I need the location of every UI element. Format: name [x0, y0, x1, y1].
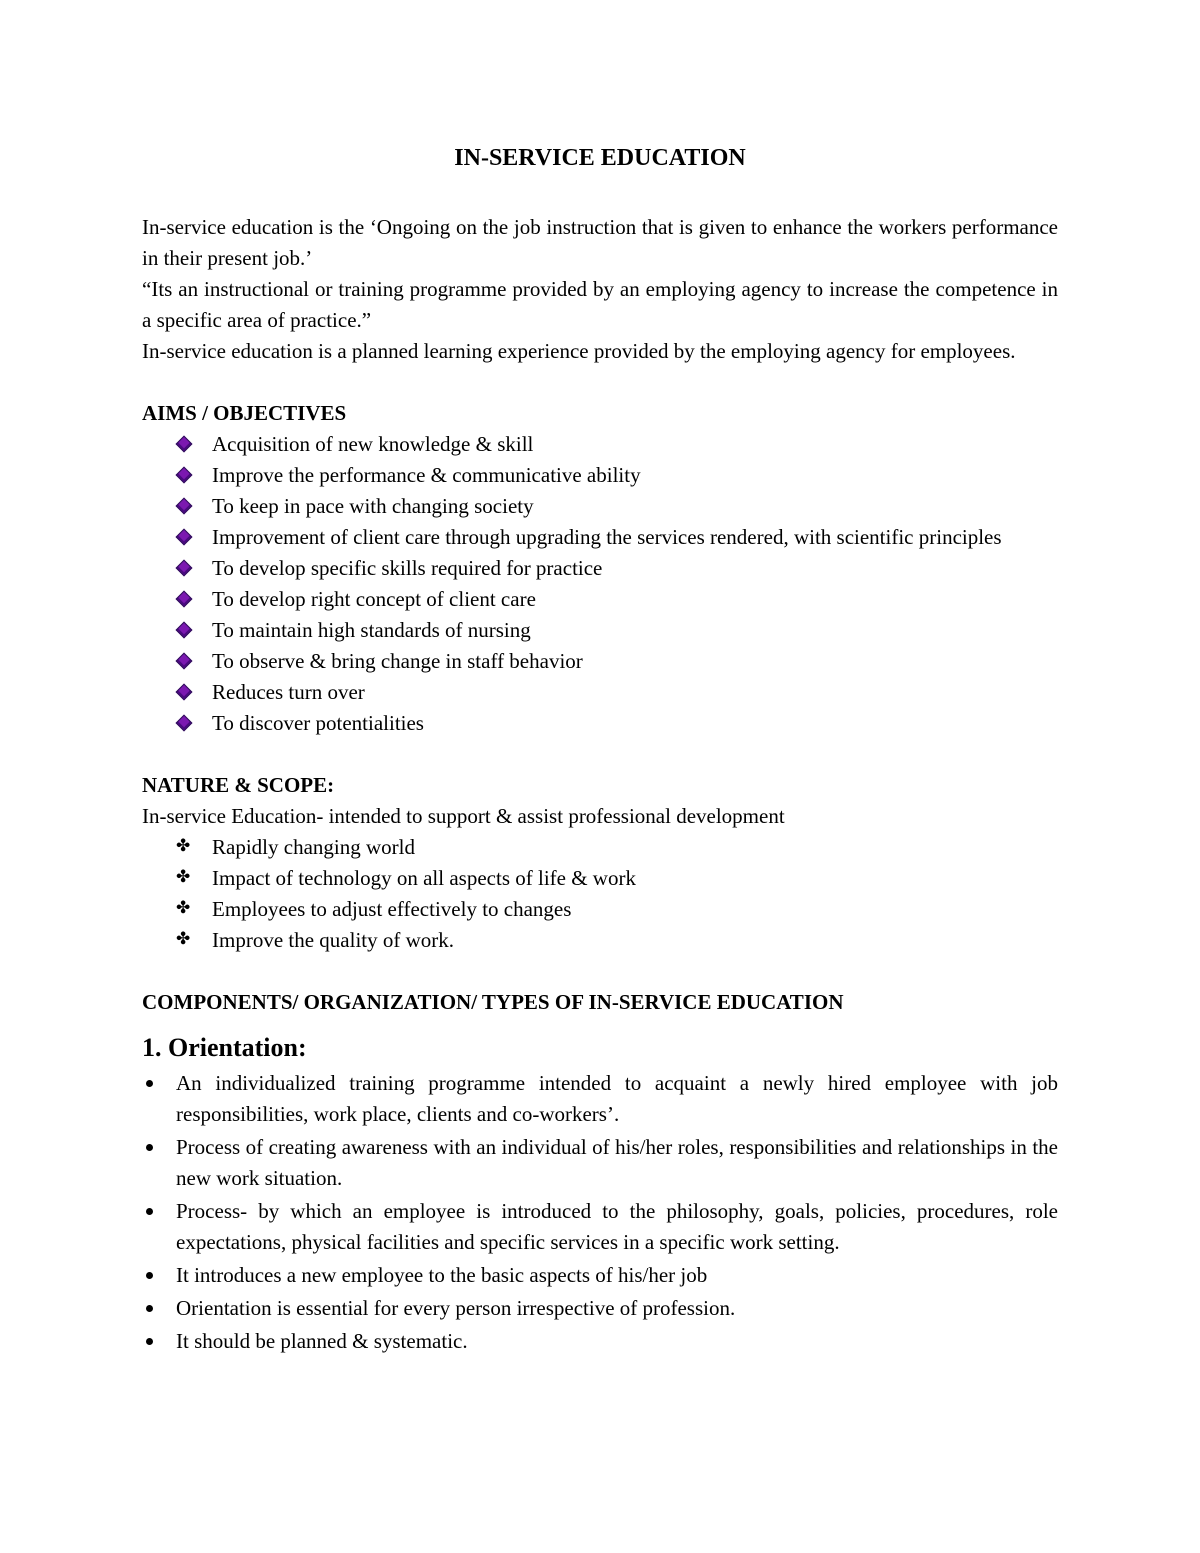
- list-item: ✤ Rapidly changing world: [212, 832, 1058, 863]
- list-item: Improve the performance & communicative ability: [212, 460, 1058, 491]
- list-item: ✤ Improve the quality of work.: [212, 925, 1058, 956]
- list-item: ✤ Employees to adjust effectively to changes: [212, 894, 1058, 925]
- list-item: Process of creating awareness with an individual of his/her roles, responsibilities and relationships in the new work situation.: [176, 1132, 1058, 1194]
- list-item: Acquisition of new knowledge & skill: [212, 429, 1058, 460]
- list-item: It should be planned & systematic.: [176, 1326, 1058, 1357]
- orientation-number: 1.: [142, 1033, 162, 1062]
- list-item: To observe & bring change in staff behavior: [212, 646, 1058, 677]
- orientation-title: Orientation:: [168, 1033, 307, 1062]
- intro-paragraph-1: In-service education is the ‘Ongoing on the job instruction that is given to enhance the workers performance in their present job.’: [142, 215, 1058, 270]
- nature-intro: In-service Education- intended to support & assist professional development: [142, 804, 785, 828]
- page-title: IN-SERVICE EDUCATION: [454, 145, 746, 171]
- list-item: Improvement of client care through upgrading the services rendered, with scientific principles: [212, 522, 1058, 553]
- list-item: Orientation is essential for every person irrespective of profession.: [176, 1293, 1058, 1324]
- list-item: Reduces turn over: [212, 677, 1058, 708]
- aims-heading: AIMS / OBJECTIVES: [142, 401, 347, 425]
- nature-heading: NATURE & SCOPE:: [142, 773, 335, 797]
- nature-list: [142, 832, 1058, 956]
- orientation-list: [142, 1068, 1058, 1357]
- document-page: [142, 140, 1058, 1359]
- list-item: An individualized training programme intended to acquaint a newly hired employee with job responsibilities, work place, clients and co-workers’.: [176, 1068, 1058, 1130]
- list-item: To develop right concept of client care: [212, 584, 1058, 615]
- list-item: It introduces a new employee to the basic aspects of his/her job: [176, 1260, 1058, 1291]
- aims-list: [142, 429, 1058, 739]
- list-item: ✤ Impact of technology on all aspects of life & work: [212, 863, 1058, 894]
- intro-paragraph-2: “Its an instructional or training programme provided by an employing agency to increase the competence in a specific area of practice.”: [142, 277, 1058, 332]
- list-item: To keep in pace with changing society: [212, 491, 1058, 522]
- components-heading: COMPONENTS/ ORGANIZATION/ TYPES OF IN-SERVICE EDUCATION: [142, 990, 844, 1014]
- orientation-heading: [142, 1030, 1058, 1066]
- list-item: To develop specific skills required for practice: [212, 553, 1058, 584]
- intro-paragraph-3: In-service education is a planned learning experience provided by the employing agency for employees.: [142, 339, 1016, 363]
- list-item: To discover potentialities: [212, 708, 1058, 739]
- list-item: Process- by which an employee is introduced to the philosophy, goals, policies, procedures, role expectations, physical facilities and specific services in a specific work setting.: [176, 1196, 1058, 1258]
- list-item: To maintain high standards of nursing: [212, 615, 1058, 646]
